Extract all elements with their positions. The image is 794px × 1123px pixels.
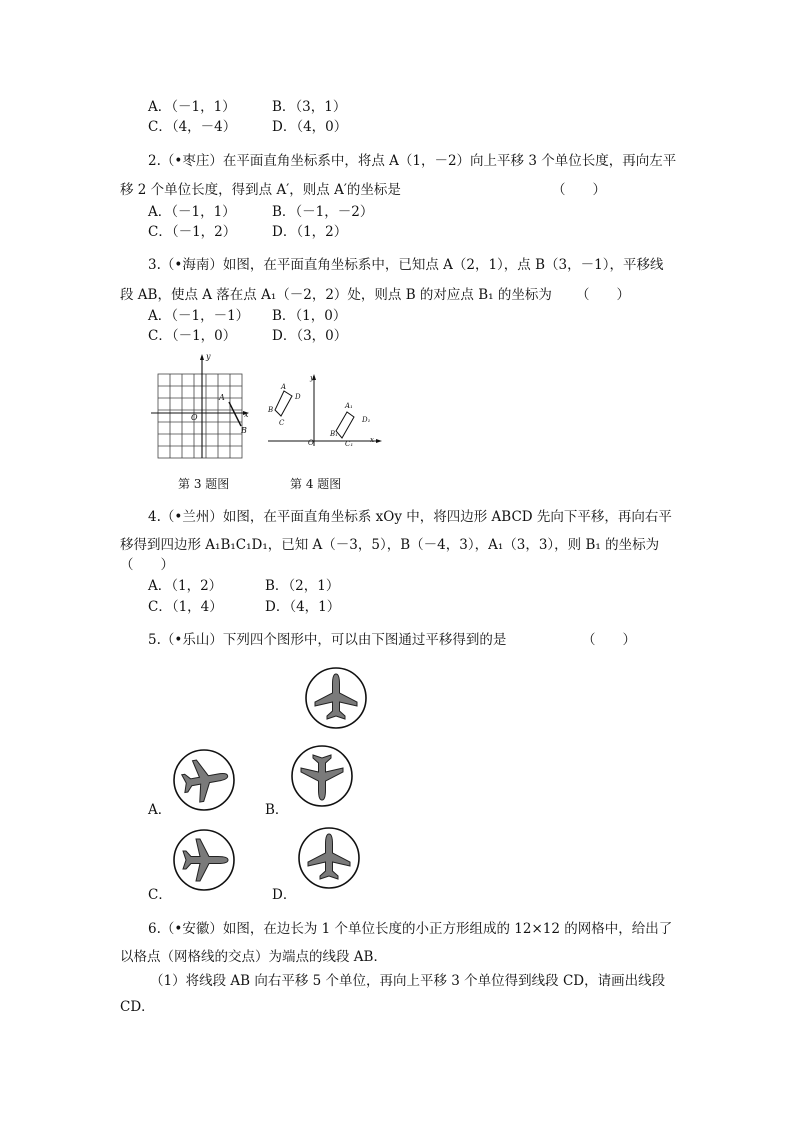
q2-option-a: A．（－1，1） [148, 204, 236, 220]
figure-3-grid [145, 354, 255, 464]
fig4-point-d1-label: D₁ [362, 416, 371, 424]
q5-option-a-airplane-figure [172, 748, 236, 812]
q1-option-d: D．（4，0） [272, 119, 348, 135]
q4-text-line3: （ ） [120, 557, 174, 573]
q3-option-a: A．（－1，－1） [148, 308, 250, 324]
q2-option-b: B．（－1，－2） [272, 204, 374, 220]
q2-text-line1: 2.（•枣庄）在平面直角坐标系中，将点 A（1，－2）向上平移 3 个单位长度，再向左平 [148, 153, 677, 169]
figure-3-caption: 第 3 题图 [178, 477, 230, 491]
fig3-x-label: x [244, 410, 249, 419]
fig4-point-c-label: C [279, 419, 285, 427]
fig4-point-a-label: A [281, 383, 287, 391]
q5-option-a-label: A． [148, 802, 172, 818]
reference-airplane-figure [304, 666, 368, 730]
q4-text-line1: 4.（•兰州）如图，在平面直角坐标系 xOy 中，将四边形 ABCD 先向下平移，再向右平 [148, 509, 672, 525]
q2-option-c: C．（－1，2） [148, 224, 237, 240]
q4-option-d: D．（4，1） [265, 599, 341, 615]
q6-text-line3: （1）将线段 AB 向右平移 5 个单位，再向上平移 3 个单位得到线段 CD，请画出线段 [150, 973, 666, 989]
q5-option-c-label: C． [148, 887, 172, 903]
q1-option-b: B．（3，1） [272, 99, 347, 115]
fig3-point-a-label: A [219, 393, 225, 402]
fig4-y-label: y [310, 374, 314, 382]
q5-option-d-airplane-figure [297, 826, 361, 890]
fig4-x-label: x [370, 436, 374, 444]
q4-option-a: A．（1，2） [148, 578, 223, 594]
q2-answer-paren: （ ） [552, 182, 606, 198]
fig4-point-d-label: D [295, 393, 301, 401]
q6-text-line2: 以格点（网格线的交点）为端点的线段 AB． [120, 949, 387, 965]
q4-text-line2: 移得到四边形 A₁B₁C₁D₁，已知 A（－3，5），B（－4，3），A₁（3，3），则 B₁ 的坐标为 [120, 537, 660, 553]
q5-option-c-airplane-figure [172, 828, 236, 892]
q2-option-d: D．（1，2） [272, 224, 348, 240]
q4-option-c: C．（1，4） [148, 599, 223, 615]
q3-text-line2: 段 AB，使点 A 落在点 A₁（－2，2）处，则点 B 的对应点 B₁ 的坐标为 [120, 287, 552, 303]
q3-answer-paren: （ ） [576, 287, 630, 303]
q2-text-line2: 移 2 个单位长度，得到点 A′，则点 A′的坐标是 [120, 182, 401, 198]
q3-option-d: D．（3，0） [272, 328, 348, 344]
fig4-point-b-label: B [268, 406, 274, 414]
q5-text-line1: 5.（•乐山）下列四个图形中，可以由下图通过平移得到的是 [148, 632, 507, 648]
fig4-point-a1-label: A₁ [345, 402, 353, 410]
fig3-origin-label: O [191, 413, 198, 422]
q5-option-d-label: D． [272, 887, 297, 903]
figure-4-caption: 第 4 题图 [290, 477, 342, 491]
fig3-point-b-label: B [241, 426, 247, 435]
q5-answer-paren: （ ） [582, 632, 636, 648]
fig4-point-b1-label: B₁ [330, 430, 338, 438]
q1-option-c: C．（4，－4） [148, 119, 237, 135]
q3-option-c: C．（－1，0） [148, 328, 237, 344]
fig4-origin-label: O [308, 439, 314, 447]
fig4-point-c1-label: C₁ [345, 440, 354, 448]
q5-option-b-label: B． [265, 802, 289, 818]
q3-option-b: B．（1，0） [272, 308, 347, 324]
q6-text-line1: 6.（•安徽）如图，在边长为 1 个单位长度的小正方形组成的 12×12 的网格中，给出了 [148, 921, 673, 937]
fig3-y-label: y [206, 352, 211, 361]
q5-option-b-airplane-figure [290, 744, 354, 808]
q4-option-b: B．（2，1） [265, 578, 340, 594]
q1-option-a: A．（－1，1） [148, 99, 236, 115]
q3-text-line1: 3.（•海南）如图，在平面直角坐标系中，已知点 A（2，1），点 B（3，－1），平移线 [148, 257, 664, 273]
q6-text-line4: CD． [120, 999, 155, 1015]
